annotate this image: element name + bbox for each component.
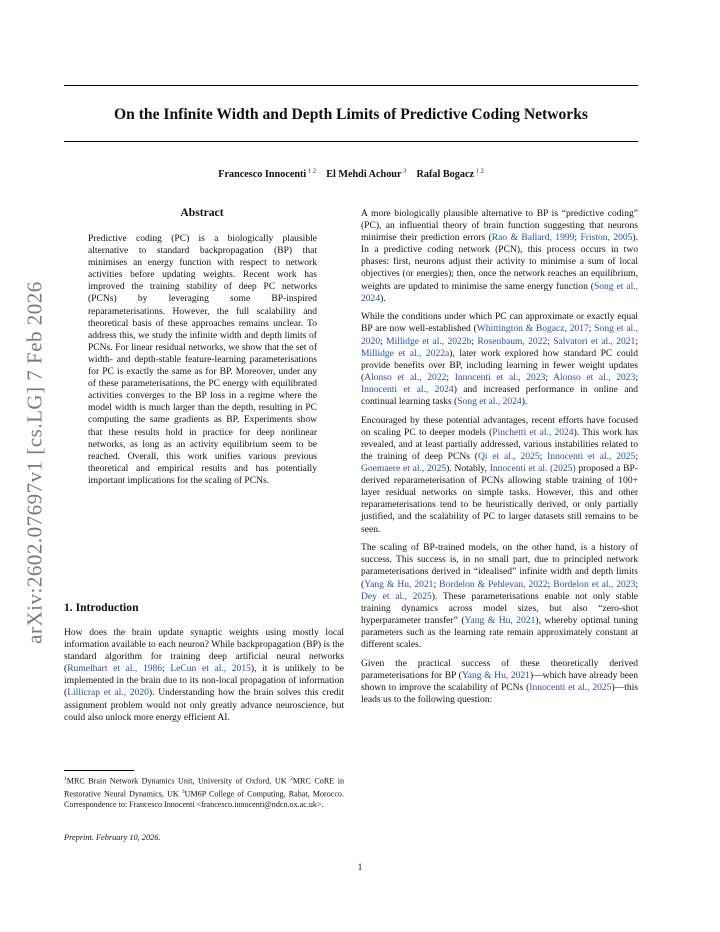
citation-link[interactable]: Goemaere et al., 2025 xyxy=(361,463,447,475)
citation-link[interactable]: Rumelhart et al., 1986 xyxy=(67,663,163,675)
abstract-text: Predictive coding (PC) is a biologically plausible alternative to standard backpropagation (BP) that minimises an energy function with respect to network activities before updating weights. Recent work has improved the training stability of deep PC networks (PCNs) by leveraging some BP-inspired reparameterisations. However, the full scalability and theoretical basis of these approaches remains unclear. To address this, we study the infinite width and depth limits of PCNs. For linear residual networks, we show that the set of width- and depth-stable feature-learning parameterisations for PC is exactly the same as for BP. Moreover, under any of these parameterisations, the PC energy with equilibrated activities converges to the BP loss in a regime where the model width is much larger than the depth, resulting in PC computing the same gradients as BP. Experiments show that these results hold in practice for deep nonlinear networks, as long as an activity equilibrium seem to be reached. Overall, this work unifies various previous theoretical and empirical results and has potentially important implications for the scaling of PCNs. xyxy=(88,233,317,486)
body-paragraph: Given the practical success of these theoretically derived parameterisations for BP (Yang & Hu, 2021)—which have already been shown to improve the scalability of PCNs (Innocenti et al., 2025)—this leads us to the following question: xyxy=(361,657,638,705)
citation-link[interactable]: Song et al., 2024 xyxy=(457,396,522,407)
paper-title: On the Infinite Width and Depth Limits of Predictive Coding Networks xyxy=(114,106,588,123)
citation-link[interactable]: Yang & Hu, 2021 xyxy=(461,669,530,681)
body-paragraph: While the conditions under which PC can approximate or exactly equal BP are now well-established (Whittington & Bogacz, 2017; Song et al., 2020; Millidge et al., 2022b; Rosenbaum, 2022; Salvatori et al., 2021; Millidge et al., 2022a), later work explored how standard PC could provide benefits over BP, including learning in fewer weight updates (Alonso et al., 2022; Innocenti et al., 2023; Alonso et al., 2023; Innocenti et al., 2024) and increased performance in online and continual learning tasks (Song et al., 2024). xyxy=(361,311,639,407)
citation-link[interactable]: Salvatori et al., 2021 xyxy=(553,335,636,347)
citation-link[interactable]: Innocenti et al., 2023 xyxy=(454,371,546,383)
page-number: 1 xyxy=(357,863,363,873)
citation-link[interactable]: Bordelon & Pehlevan, 2022 xyxy=(439,578,548,590)
author-name: Francesco Innocenti $^{1 2}$ xyxy=(218,168,316,181)
title-top-rule xyxy=(64,85,638,86)
citation-link[interactable]: Song et al., 2024 xyxy=(361,280,638,304)
author-list xyxy=(64,168,638,180)
author-affiliation: 3 xyxy=(401,168,407,175)
body-paragraph: A more biologically plausible alternative to BP is “predictive coding” (PC), an influential theory of brain function suggesting that neurons minimise their prediction errors (Rao & Ballard, 1999; Friston, 2005). In a predictive coding network (PCN), this process occurs in two phases: first, neurons adjust their activity to minimise a sum of local objectives (or energies); then, once the network reaches an equilibrium, weights are updated to minimise the same energy function (Song et al., 2024). xyxy=(361,208,638,304)
citation-link[interactable]: Yang & Hu, 2021 xyxy=(364,578,434,590)
citation-link[interactable]: Rosenbaum, 2022 xyxy=(477,335,548,347)
author-affiliation: 1 2 xyxy=(473,168,484,175)
citation-link[interactable]: Alonso et al., 2023 xyxy=(553,371,636,383)
intro-paragraph: How does the brain update synaptic weights using mostly local information available to each neuron? While backpropagation (BP) is the standard algorithm for training deep artificial neural networks (Rumelhart et al., 1986; LeCun et al., 2015), it is unlikely to be implemented in the brain due to its non-local propagation of information (Lillicrap et al., 2020). Understanding how the brain solves this credit assignment problem would not only greatly advance neuroscience, but could also unlock more energy efficient AI. xyxy=(64,627,345,723)
citation-link[interactable]: Pinchetti et al., 2024 xyxy=(492,426,574,438)
affiliation-marker: 3 xyxy=(181,788,185,795)
citation-link[interactable]: Bordelon et al., 2023 xyxy=(553,578,636,590)
footnote-rule xyxy=(64,770,134,771)
citation-link[interactable]: Millidge et al., 2022a xyxy=(361,347,450,359)
author-name: Rafal Bogacz $^{1 2}$ xyxy=(416,168,484,181)
abstract-heading: Abstract xyxy=(180,206,224,219)
citation-link[interactable]: Alonso et al., 2022 xyxy=(364,371,447,383)
citation-link[interactable]: Friston, 2005 xyxy=(580,232,633,244)
citation-link[interactable]: Millidge et al., 2022b xyxy=(386,335,472,347)
citation-link[interactable]: Song et al., 2020 xyxy=(361,323,638,347)
citation-link[interactable]: LeCun et al., 2015 xyxy=(170,663,251,675)
arxiv-stamp: arXiv:2602.07697v1 [cs.LG] 7 Feb 2026 xyxy=(22,281,47,644)
right-column xyxy=(361,208,638,713)
citation-link[interactable]: Innocenti et al., 2025 xyxy=(547,450,636,462)
author-affiliation: 1 2 xyxy=(306,168,316,175)
citation-link[interactable]: Innocenti et al. (2025) xyxy=(489,463,576,475)
citation-link[interactable]: Lillicrap et al., 2020 xyxy=(67,687,149,699)
citation-link[interactable]: Yang & Hu, 2021 xyxy=(464,614,536,626)
affiliation-marker: 1 xyxy=(64,776,67,782)
citation-link[interactable]: Qi et al., 2025 xyxy=(477,450,540,462)
citation-link[interactable]: Rao & Ballard, 1999 xyxy=(491,232,575,244)
section-heading-introduction: 1. Introduction xyxy=(64,601,139,614)
citation-link[interactable]: Dey et al., 2025 xyxy=(361,590,432,602)
affiliation-marker: 2 xyxy=(290,776,293,782)
affiliation-footnote: $^1$MRC Brain Network Dynamics Unit, University of Oxford, UK $^2$MRC CoRE in Restorative Neural Dynamics, UK $^3$UM6P College of Computing, Rabat, Morocco. Correspondence to: Francesco Innocenti <francesco.innocenti@ndcn.ox.ac.uk>. xyxy=(64,776,344,809)
body-paragraph: The scaling of BP-trained models, on the other hand, is a history of success. This success is, in no small part, due to principled network parameterisations derived in “idealised” infinite width and depth limits (Yang & Hu, 2021; Bordelon & Pehlevan, 2022; Bordelon et al., 2023; Dey et al., 2025). These parameterisations enable not only stable training dynamics across model sizes, but also “zero-shot hyperparameter transfer” (Yang & Hu, 2021), whereby optimal tuning parameters such as the learning rate remain approximately constant at different scales. xyxy=(361,542,639,650)
title-bottom-rule xyxy=(64,141,638,142)
citation-link[interactable]: Whittington & Bogacz, 2017 xyxy=(476,323,589,335)
citation-link[interactable]: Innocenti et al., 2024 xyxy=(361,383,454,395)
preprint-notice: Preprint. February 10, 2026. xyxy=(64,833,161,842)
author-name: El Mehdi Achour $^3$ xyxy=(326,168,407,181)
body-paragraph: Encouraged by these potential advantages, recent efforts have focused on scaling PC to deeper models (Pinchetti et al., 2024). This work has revealed, and at least partially addressed, various instabilities related to the training of deep PCNs (Qi et al., 2025; Innocenti et al., 2025; Goemaere et al., 2025). Notably, Innocenti et al. (2025) proposed a BP-derived reparameterisation of PCNs allowing stable training of 100+ layer residual networks on simple tasks. However, this and other reparameterisations tend to be heuristically derived, or only partially justified, and the scalability of PC to larger datasets still remains to be seen. xyxy=(361,414,639,535)
citation-link[interactable]: Innocenti et al., 2025 xyxy=(529,681,612,693)
